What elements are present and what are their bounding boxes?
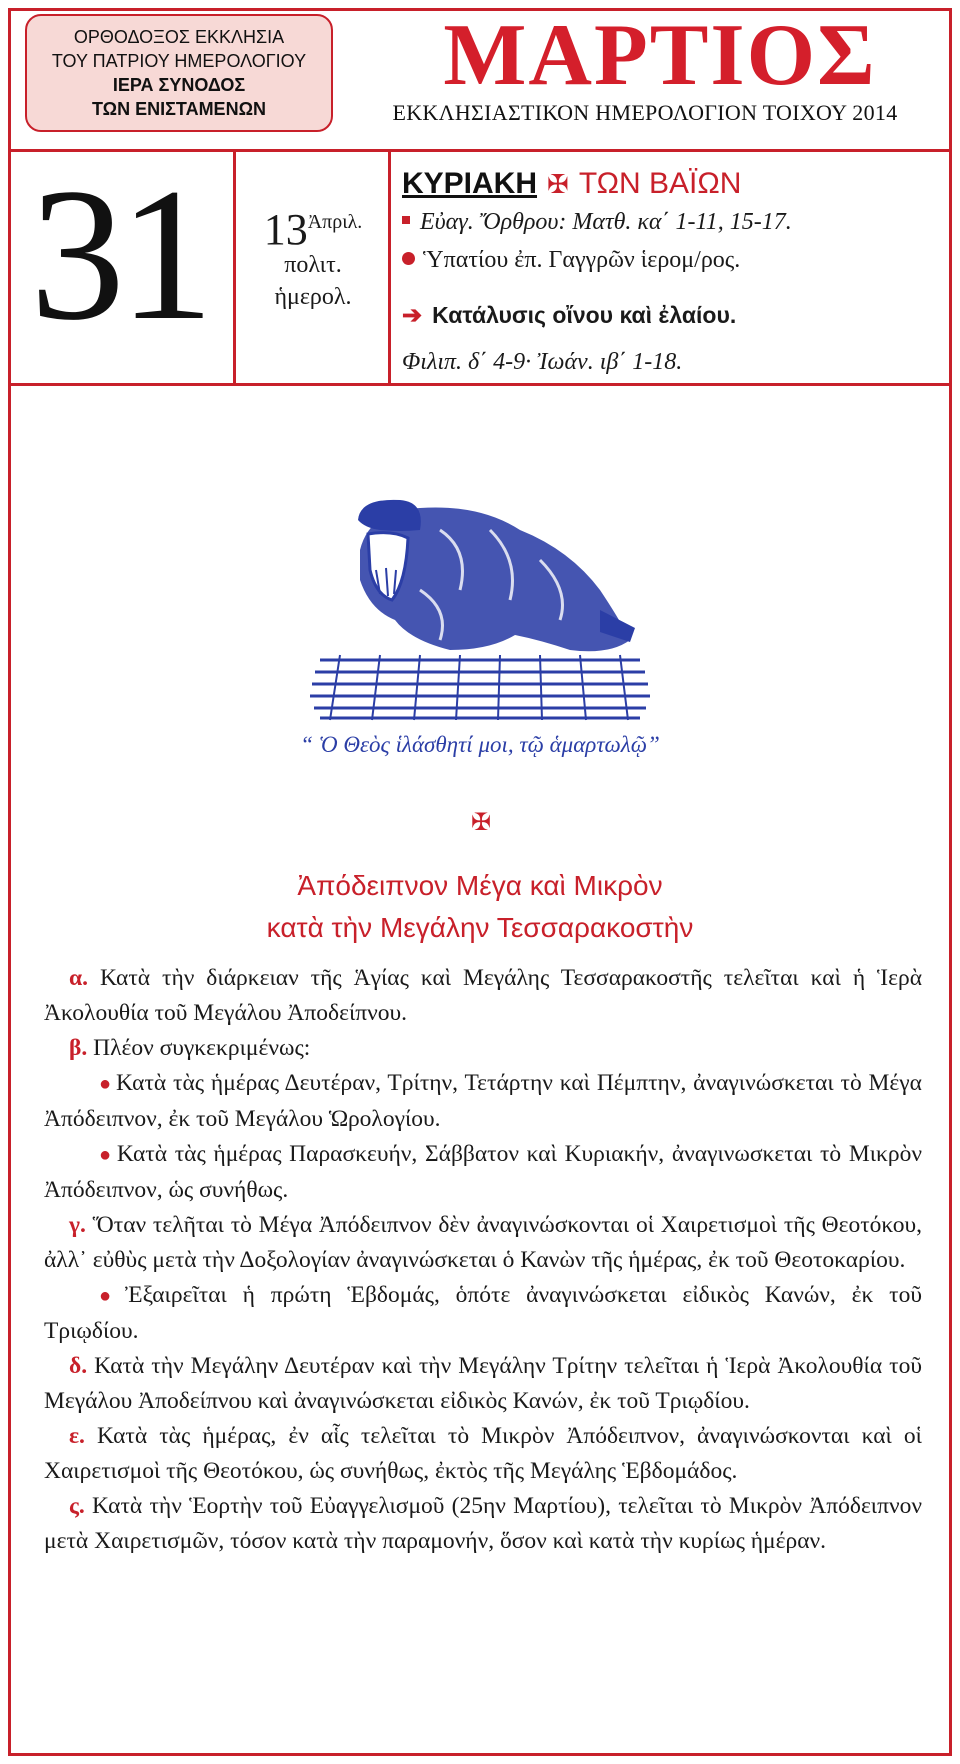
paragraph-g <box>44 1208 922 1278</box>
text-g: Ὅταν τελῆται τὸ Μέγα Ἀπόδειπνον δὲν ἀναγινώσκονται οἱ Χαιρετισμοὶ τῆς Θεοτόκου, ἀλλ᾿ εὐθὺς μετὰ τὴν Δοξολογίαν ἀναγινώσκεται ὁ Κανὼν τῆς ἡμέρας, ἐκ τοῦ Θεοτοκαρίου. <box>44 1212 922 1273</box>
paragraph-e <box>44 1419 922 1489</box>
text-e: Κατὰ τὰς ἡμέρας, ἐν αἷς τελεῖται τὸ Μικρὸν Ἀπόδειπνον, ἀναγινώσκονται καὶ οἱ Χαιρετισμοὶ τῆς Θεοτόκου, ὡς συνήθως, ἐκτὸς τῆς Μεγάλης Ἑβδομάδος. <box>44 1423 923 1484</box>
saint-line <box>402 245 740 275</box>
paragraph-s <box>44 1489 922 1559</box>
icon-caption: “ Ὁ Θεὸς ἱλάσθητί μοι, τῷ ἁμαρτωλῷ” <box>300 732 660 757</box>
church-line-1: ΟΡΘΟΔΟΞΟΣ ΕΚΚΛΗΣΙΑ <box>73 27 285 47</box>
arrow-icon: ➔ <box>402 303 423 329</box>
civil-day: 13 <box>263 205 308 254</box>
paragraph-b2 <box>44 1137 922 1208</box>
bullet-icon: ● <box>99 1073 113 1095</box>
civil-month: Ἀπριλ. <box>307 211 363 233</box>
label-b: β. <box>69 1035 88 1061</box>
civil-line-2: πολιτ. <box>284 252 342 278</box>
reading-gospel <box>402 207 792 237</box>
church-line-2: ΤΟΥ ΠΑΤΡΙΟΥ ΗΜΕΡΟΛΟΓΙΟΥ <box>51 51 307 71</box>
text-b2: Κατὰ τὰς ἡμέρας Παρασκευήν, Σάββατον καὶ Κυριακήν, ἀναγινωσκεται τὸ Μικρὸν Ἀπόδειπνον, ὡς συνήθως. <box>44 1141 922 1203</box>
civil-line-3: ἡμερολ. <box>274 284 352 310</box>
cross-icon: ✠ <box>547 169 569 199</box>
feast-title <box>402 166 741 202</box>
paragraph-a <box>44 961 922 1031</box>
reading-gospel-text: Εὐαγ. Ὄρθρου: Ματθ. κα΄ 1-11, 15-17. <box>420 209 792 235</box>
civil-column-divider <box>388 152 391 383</box>
section-title-line-1: Ἀπόδειπνον Μέγα καὶ Μικρὸν <box>297 870 663 901</box>
civil-calendar-date <box>238 206 388 313</box>
text-d: Κατὰ τὴν Μεγάλην Δευτέραν καὶ τὴν Μεγάλην Τρίτην τελεῖται ἡ Ἱερὰ Ἀκολουθία τοῦ Μεγάλου Ἀποδείπνου καὶ ἀναγινώσκεται εἰδικὸς Κανών, ἐκ τοῦ Τριῳδίου. <box>44 1353 923 1414</box>
church-label-box <box>25 14 333 132</box>
fasting-line <box>402 300 736 331</box>
date-divider <box>11 383 949 386</box>
label-d: δ. <box>69 1353 88 1379</box>
church-line-4: ΤΩΝ ΕΝΙΣΤΑΜΕΝΩΝ <box>92 99 266 119</box>
section-title-line-2: κατὰ τὴν Μεγάλην Τεσσαρακοστὴν <box>266 912 694 943</box>
label-a: α. <box>69 965 88 991</box>
text-g1: Ἐξαιρεῖται ἡ πρώτη Ἑβδομάς, ὁπότε ἀναγινώσκεται εἰδικὸς Κανών, ἐκ τοῦ Τριῳδίου. <box>44 1282 922 1344</box>
reading-epistle: Φιλιπ. δ΄ 4-9· Ἰωάν. ιβ΄ 1-18. <box>402 349 683 375</box>
paragraph-g1 <box>44 1278 922 1349</box>
text-s: Κατὰ τὴν Ἑορτὴν τοῦ Εὐαγγελισμοῦ (25ην Μαρτίου), τελεῖται τὸ Μικρὸν Ἀπόδειπνον μετὰ Χαιρετισμῶν, τόσον κατὰ τὴν παραμονήν, ὅσον καὶ κατὰ τὴν κυρίως ἡμέραν. <box>44 1493 922 1554</box>
rubrics-body <box>44 961 922 1559</box>
month-title: ΜΑΡΤΙΟΣ <box>443 7 877 104</box>
feast-name: ΤΩΝ ΒΑΪΩΝ <box>578 167 742 200</box>
square-bullet-icon <box>402 216 410 224</box>
text-b: Πλέον συγκεκριμένως: <box>93 1035 311 1061</box>
dot-bullet-icon <box>402 252 415 265</box>
saint-text: Ὑπατίου ἐπ. Γαγγρῶν ἱερομ/ρος. <box>423 247 741 273</box>
text-a: Κατὰ τὴν διάρκειαν τῆς Ἁγίας καὶ Μεγάλης Τεσσαρακοστῆς τελεῖται καὶ ἡ Ἱερὰ Ἀκολουθία τοῦ Μεγάλου Ἀποδείπνου. <box>44 965 923 1026</box>
bullet-icon: ● <box>99 1144 113 1166</box>
label-s: ς. <box>69 1493 85 1519</box>
paragraph-b <box>44 1031 922 1066</box>
weekday: ΚΥΡΙΑΚΗ <box>402 167 538 200</box>
bullet-icon: ● <box>99 1285 122 1307</box>
day-column-divider <box>233 152 236 383</box>
label-e: ε. <box>69 1423 85 1449</box>
paragraph-b1 <box>44 1066 922 1137</box>
day-number: 31 <box>30 150 208 360</box>
paragraph-d <box>44 1349 922 1419</box>
text-b1: Κατὰ τὰς ἡμέρας Δευτέραν, Τρίτην, Τετάρτην καὶ Πέμπτην, ἀναγινώσκεται τὸ Μέγα Ἀπόδειπνον, ἐκ τοῦ Μεγάλου Ὡρολογίου. <box>44 1070 922 1132</box>
section-cross-icon: ✠ <box>470 810 492 836</box>
publican-icon-image <box>300 490 660 725</box>
fasting-text: Κατάλυσις οἴνου καὶ ἐλαίου. <box>432 302 737 328</box>
calendar-subtitle: ΕΚΚΛΗΣΙΑΣΤΙΚΟΝ ΗΜΕΡΟΛΟΓΙΟΝ ΤΟΙΧΟΥ 2014 <box>392 100 898 125</box>
church-line-3: ΙΕΡΑ ΣΥΝΟΔΟΣ <box>112 75 246 95</box>
label-g: γ. <box>69 1212 86 1238</box>
